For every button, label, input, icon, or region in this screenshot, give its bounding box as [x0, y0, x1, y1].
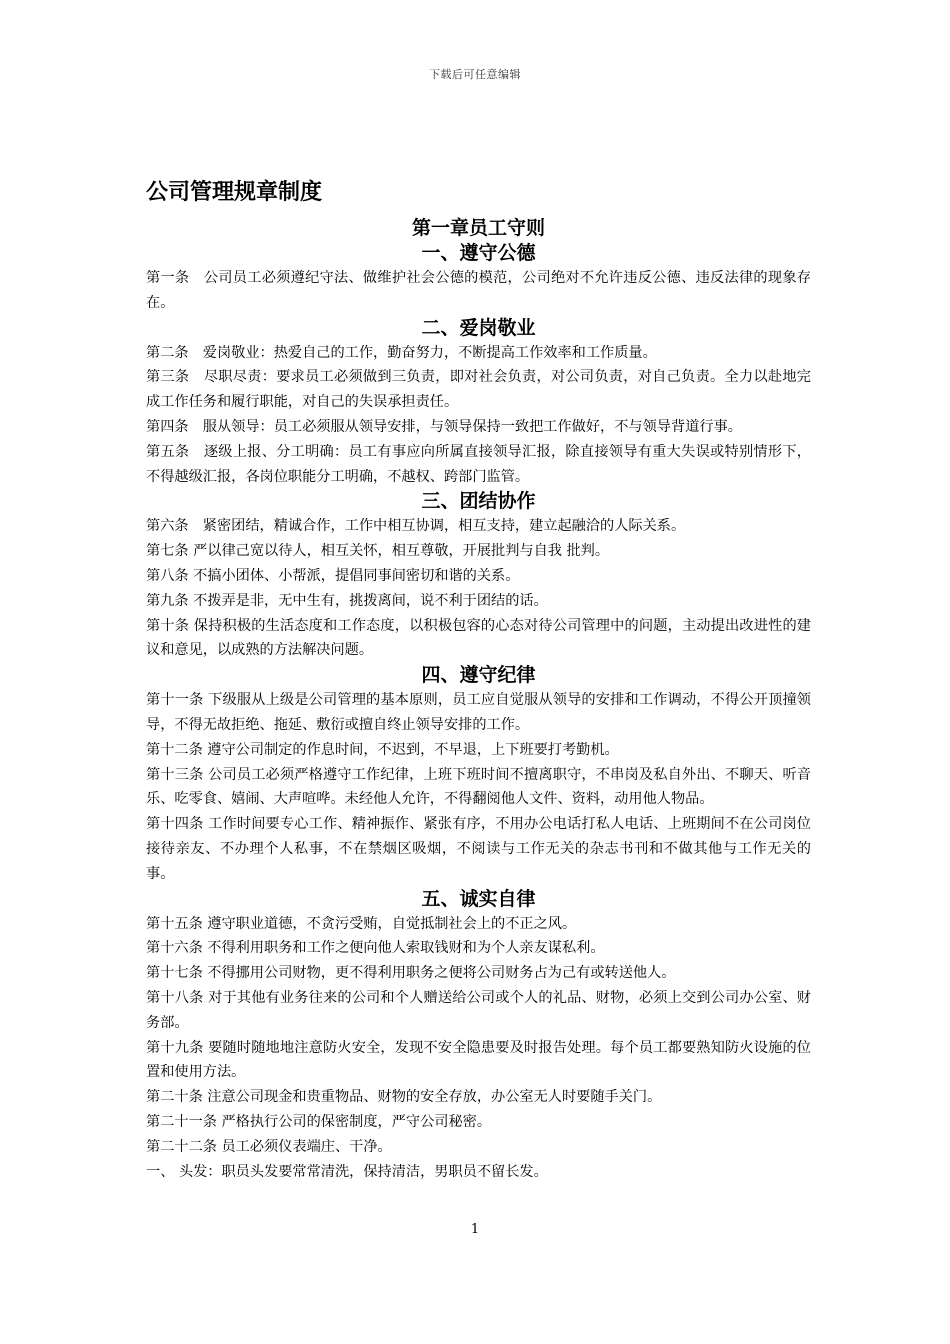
article-22: 第二十二条 员工必须仪表端庄、干净。	[146, 1138, 392, 1155]
article-6: 第六条 紧密团结，精诚合作，工作中相互协调，相互支持，建立起融洽的人际关系。	[146, 518, 686, 535]
article-9: 第九条 不拨弄是非，无中生有，挑拨离间，说不利于团结的话。	[146, 592, 548, 609]
document-body	[146, 178, 811, 1184]
article-7: 第七条 严以律己宽以待人，相互关怀，相互尊敬，开展批判与自我 批判。	[146, 543, 610, 560]
article-11: 第十一条 下级服从上级是公司管理的基本原则，员工应自觉服从领导的安排和工作调动，不得公开顶撞领导，不得无故拒绝、拖延、敷衍或擅自终止领导安排的工作。	[146, 692, 811, 733]
article-17: 第十七条 不得挪用公司财物，更不得利用职务之便将公司财务占为己有或转送他人。	[146, 965, 676, 982]
article-12: 第十二条 遵守公司制定的作息时间，不迟到，不早退，上下班要打考勤机。	[146, 741, 619, 758]
article-8: 第八条 不搞小团体、小帮派，提倡同事间密切和谐的关系。	[146, 567, 520, 584]
article-10: 第十条 保持积极的生活态度和工作态度，以积极包容的心态对待公司管理中的问题，主动提出改进性的建议和意见，以成熟的方法解决问题。	[146, 617, 811, 659]
article-15: 第十五条 遵守职业道德，不贪污受贿，自觉抵制社会上的不正之风。	[146, 915, 577, 932]
section-heading-integrity: 五、诚实自律	[421, 887, 536, 910]
article-4: 第四条 服从领导：员工必须服从领导安排，与领导保持一致把工作做好，不与领导背道行事。	[146, 418, 742, 435]
article-14: 第十四条 工作时间要专心工作、精神振作、紧张有序，不用办公电话打私人电话、上班期间不在公司岗位接待亲友、不办理个人私事，不在禁烟区吸烟，不阅读与工作无关的杂志书刊和不做其他与工作无关的事。	[146, 816, 811, 882]
page-header: 下载后可任意编辑	[429, 68, 521, 81]
article-13: 第十三条 公司员工必须严格遵守工作纪律，上班下班时间不擅离职守，不串岗及私自外出、不聊天、听音乐、吃零食、嬉闹、大声喧哗。未经他人允许，不得翻阅他人文件、资料，动用他人物品。	[146, 766, 811, 808]
document-title: 公司管理规章制度	[146, 180, 323, 205]
page-number: 1	[470, 1222, 480, 1237]
article-2: 第二条 爱岗敬业：热爱自己的工作，勤奋努力，不断提高工作效率和工作质量。	[146, 344, 657, 361]
article-16: 第十六条 不得利用职务和工作之便向他人索取钱财和为个人亲友谋私利。	[146, 940, 605, 957]
article-3: 第三条 尽职尽责：要求员工必须做到三负责，即对社会负责，对公司负责，对自己负责。全力以赴地完成工作任务和履行职能，对自己的失误承担责任。	[146, 369, 811, 411]
article-1: 第一条 公司员工必须遵纪守法、做维护社会公德的模范，公司绝对不允许违反公德、违反法律的现象存在。	[146, 270, 811, 311]
section-heading-dedication: 二、爱岗敬业	[421, 316, 536, 339]
article-20: 第二十条 注意公司现金和贵重物品、财物的安全存放，办公室无人时要随手关门。	[146, 1089, 662, 1106]
article-18: 第十八条 对于其他有业务往来的公司和个人赠送给公司或个人的礼品、财物，必须上交到公司办公室、财务部。	[146, 989, 811, 1031]
section-heading-discipline: 四、遵守纪律	[421, 664, 536, 687]
article-5: 第五条 逐级上报、分工明确：员工有事应向所属直接领导汇报，除直接领导有重大失误或特别情形下，不得越级汇报，各岗位职能分工明确，不越权、跨部门监管。	[146, 443, 811, 485]
section-heading-public-morality: 一、遵守公德	[421, 242, 536, 264]
chapter-heading: 第一章员工守则	[411, 217, 545, 239]
section-heading-teamwork: 三、团结协作	[421, 490, 536, 513]
list-item-hair: 一、 头发：职员头发要常常清洗，保持清洁，男职员不留长发。	[146, 1163, 548, 1180]
article-21: 第二十一条 严格执行公司的保密制度，严守公司秘密。	[146, 1113, 492, 1130]
article-19: 第十九条 要随时随地地注意防火安全，发现不安全隐患要及时报告处理。每个员工都要熟知防火设施的位置和使用方法。	[146, 1039, 811, 1081]
